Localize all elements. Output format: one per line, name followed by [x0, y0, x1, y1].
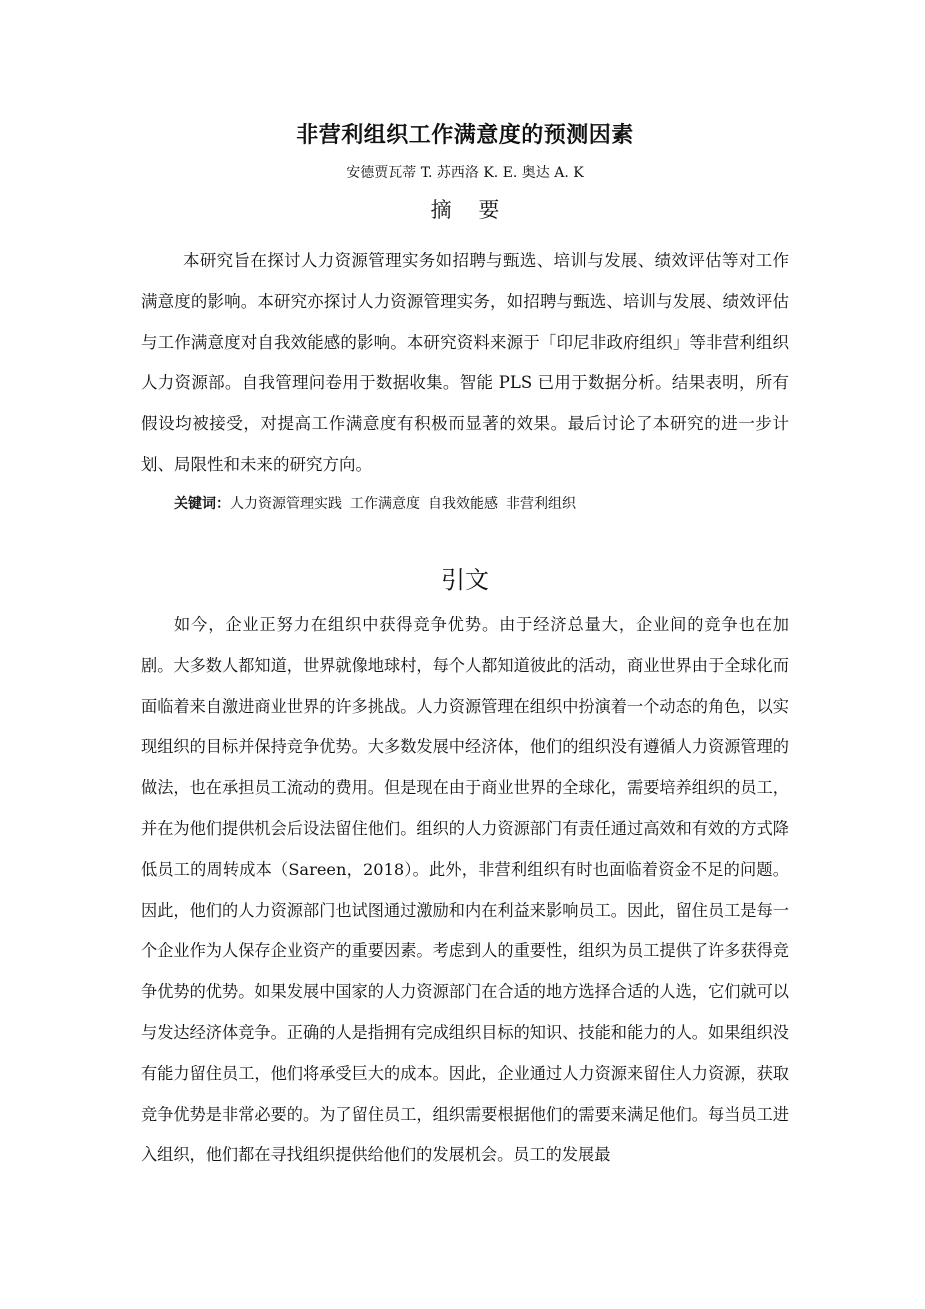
keyword-item: 人力资源管理实践 — [230, 496, 342, 512]
paper-title: 非营利组织工作满意度的预测因素 — [296, 123, 634, 148]
introduction-text: 如今，企业正努力在组织中获得竞争优势。由于经济总量大，企业间的竞争也在加剧。大多数人都知道，世界就像地球村，每个人都知道彼此的活动，商业世界由于全球化而面临着来自激进商业世界的许多挑战。人力资源管理在组织中扮演着一个动态的角色，以实现组织的目标并保持竞争优势。大多数发展中经济体，他们的组织没有遵循人力资源管理的做法，也在承担员工流动的费用。但是现在由于商业世界的全球化，需要培养组织的员工，并在为他们提供机会后设法留住他们。组织的人力资源部门有责任通过高效和有效的方式降低员工的周转成本（Sareen，2018）。此外，非营利组织有时也面临着资金不足的问题。因此，他们的人力资源部门也试图通过激励和内在利益来影响员工。因此，留住员工是每一个企业作为人保存企业资产的重要因素。考虑到人的重要性，组织为员工提供了许多获得竞争优势的优势。如果发展中国家的人力资源部门在合适的地方选择合适的人选，它们就可以与发达经济体竞争。正确的人是指拥有完成组织目标的知识、技能和能力的人。如果组织没有能力留住员工，他们将承受巨大的成本。因此，企业通过人力资源来留住人力资源，获取竞争优势是非常必要的。为了留住员工，组织需要根据他们的需要来满足他们。每当员工进入组织，他们都在寻找组织提供给他们的发展机会。员工的发展最 — [141, 615, 789, 1165]
author-list: 安德贾瓦蒂 T. 苏西洛 K. E. 奥达 A. K — [346, 165, 584, 181]
abstract-heading: 摘 要 — [430, 198, 510, 222]
keyword-item: 工作满意度 — [350, 496, 420, 512]
keyword-item: 非营利组织 — [506, 496, 576, 512]
introduction-heading: 引文 — [441, 566, 489, 594]
keyword-item: 自我效能感 — [428, 496, 498, 512]
keywords-line — [174, 491, 789, 517]
abstract-text: 本研究旨在探讨人力资源管理实务如招聘与甄选、培训与发展、绩效评估等对工作满意度的影响。本研究亦探讨人力资源管理实务，如招聘与甄选、培训与发展、绩效评估与工作满意度对自我效能感的影响。本研究资料来源于「印尼非政府组织」等非营利组织人力资源部。自我管理问卷用于数据收集。智能 PLS 已用于数据分析。结果表明，所有假设均被接受，对提高工作满意度有积极而显著的效果。最后讨论了本研究的进一步计划、局限性和未来的研究方向。 — [141, 251, 789, 474]
keywords-label: 关键词： — [174, 496, 230, 512]
